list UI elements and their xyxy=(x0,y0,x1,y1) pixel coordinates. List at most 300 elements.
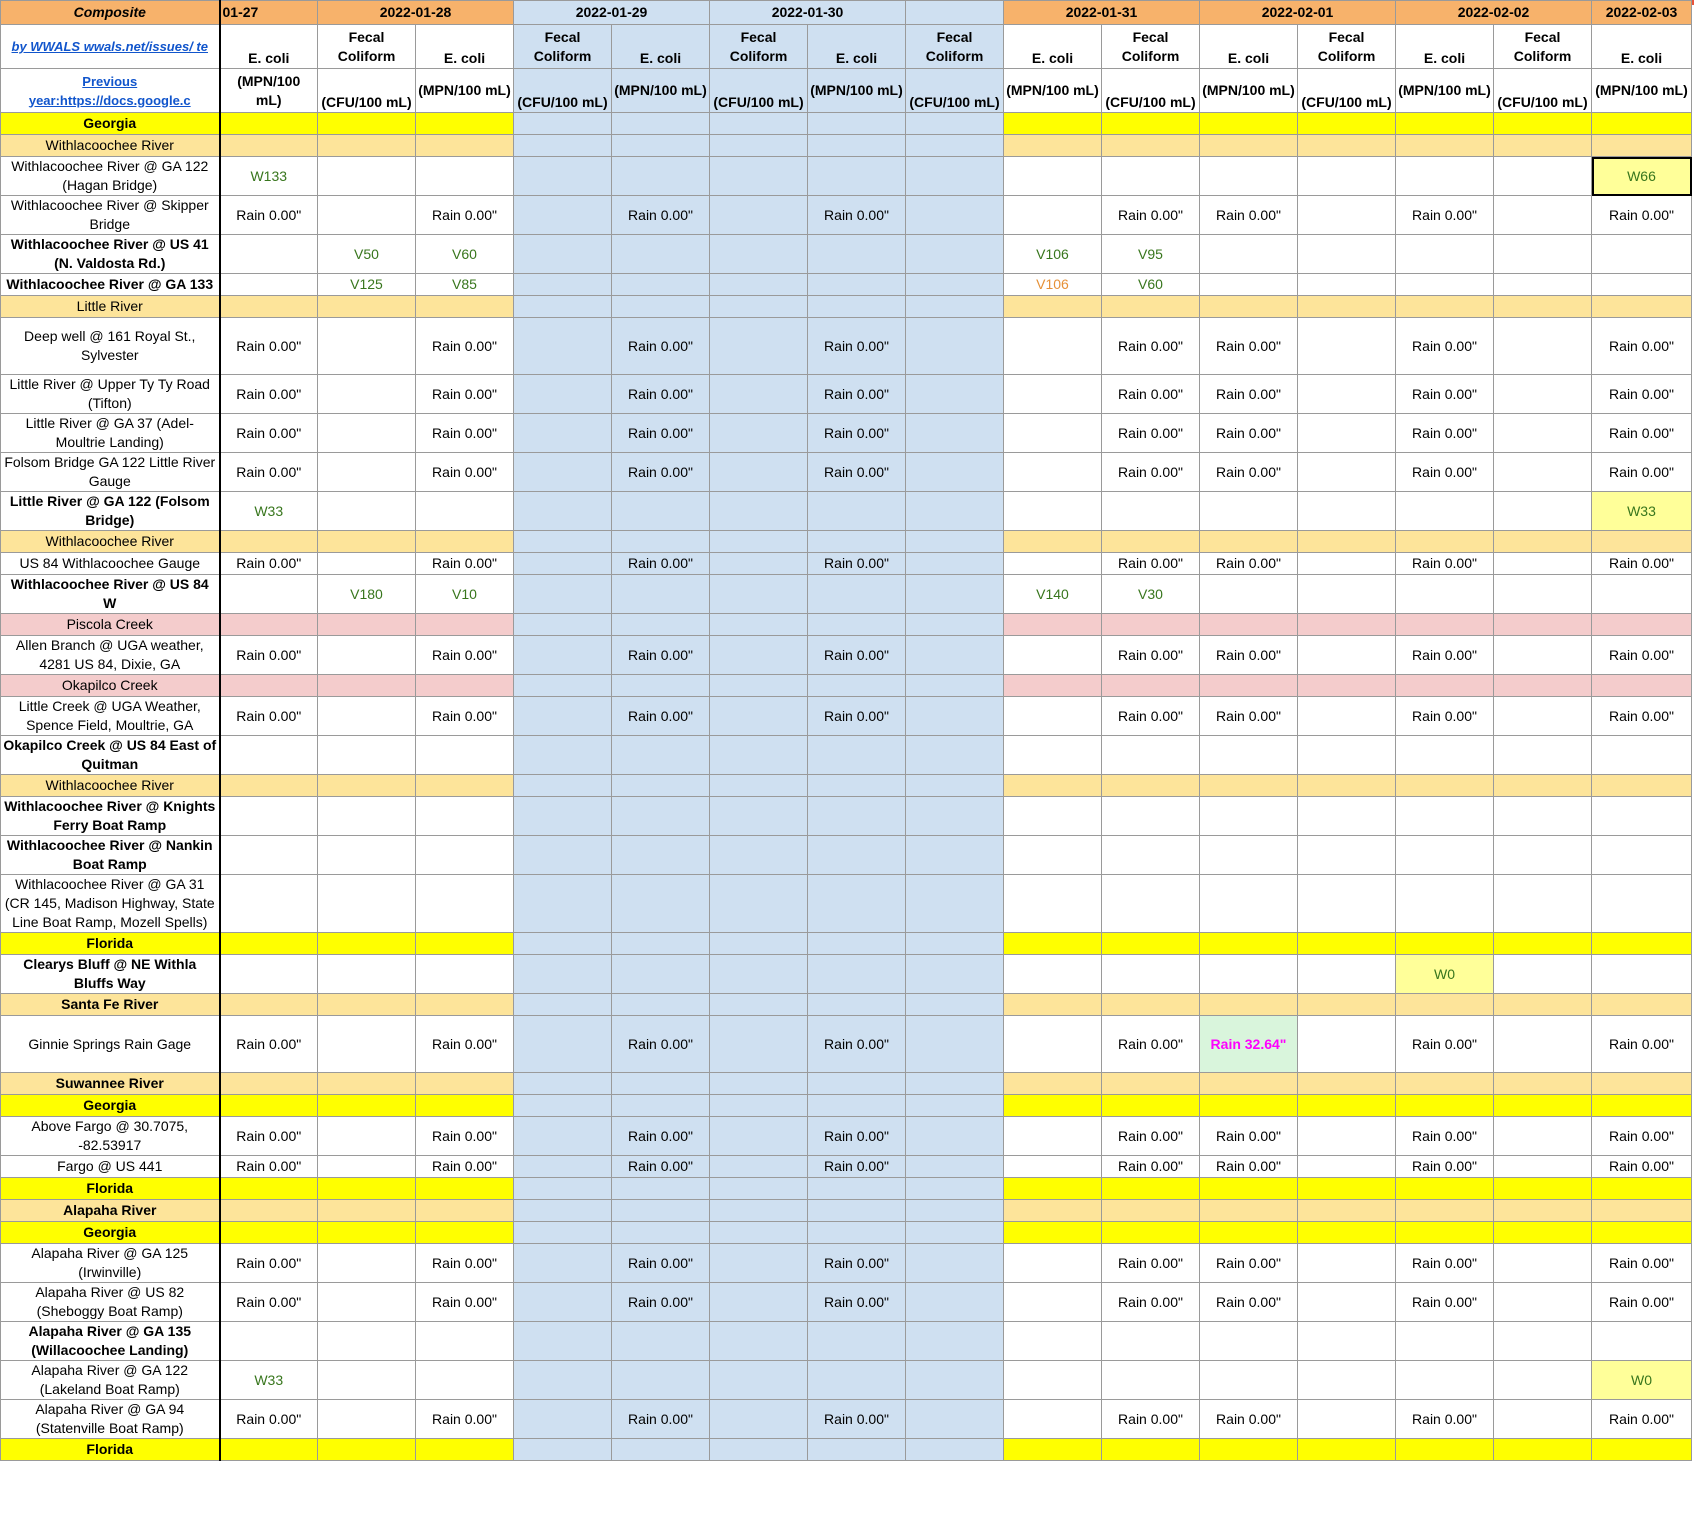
data-cell[interactable]: Rain 0.00" xyxy=(1102,553,1200,575)
data-cell[interactable] xyxy=(1004,375,1102,414)
data-cell[interactable] xyxy=(1494,1400,1592,1439)
data-cell[interactable] xyxy=(1102,157,1200,196)
data-cell[interactable] xyxy=(1494,1200,1592,1222)
data-cell[interactable] xyxy=(1494,1222,1592,1244)
data-cell[interactable] xyxy=(220,296,318,318)
unit-header-cell[interactable]: (MPN/100 mL) xyxy=(1396,69,1494,113)
parameter-header-cell[interactable]: Fecal Coliform xyxy=(1298,25,1396,69)
data-cell[interactable] xyxy=(710,614,808,636)
unit-header-cell[interactable]: (MPN/100 mL) xyxy=(1004,69,1102,113)
data-cell[interactable] xyxy=(514,453,612,492)
data-cell[interactable] xyxy=(1102,1222,1200,1244)
data-cell[interactable] xyxy=(318,553,416,575)
data-cell[interactable]: Rain 0.00" xyxy=(220,1283,318,1322)
data-cell[interactable]: Rain 0.00" xyxy=(1200,636,1298,675)
data-cell[interactable] xyxy=(808,157,906,196)
data-cell[interactable] xyxy=(220,1322,318,1361)
data-cell[interactable] xyxy=(1004,135,1102,157)
region-label-cell[interactable]: Georgia xyxy=(1,113,220,135)
data-cell[interactable] xyxy=(1592,1222,1692,1244)
data-cell[interactable] xyxy=(808,492,906,531)
data-cell[interactable] xyxy=(318,1178,416,1200)
data-cell[interactable] xyxy=(1592,675,1692,697)
data-cell[interactable]: Rain 0.00" xyxy=(1396,1244,1494,1283)
data-cell[interactable] xyxy=(1004,414,1102,453)
data-cell[interactable] xyxy=(1494,1117,1592,1156)
data-cell[interactable]: V106 xyxy=(1004,235,1102,274)
data-cell[interactable] xyxy=(1102,296,1200,318)
data-cell[interactable] xyxy=(1298,1073,1396,1095)
data-cell[interactable]: Rain 0.00" xyxy=(220,1400,318,1439)
data-cell[interactable] xyxy=(220,955,318,994)
data-cell[interactable]: Rain 0.00" xyxy=(612,453,710,492)
data-cell[interactable] xyxy=(710,1283,808,1322)
data-cell[interactable]: Rain 0.00" xyxy=(612,375,710,414)
data-cell[interactable] xyxy=(710,235,808,274)
data-cell[interactable] xyxy=(1004,1178,1102,1200)
data-cell[interactable] xyxy=(1102,113,1200,135)
data-cell[interactable] xyxy=(220,836,318,875)
data-cell[interactable] xyxy=(710,1361,808,1400)
data-cell[interactable]: Rain 0.00" xyxy=(1200,453,1298,492)
data-cell[interactable] xyxy=(1396,875,1494,933)
data-cell[interactable]: Rain 0.00" xyxy=(1396,414,1494,453)
data-cell[interactable] xyxy=(1004,1322,1102,1361)
data-cell[interactable] xyxy=(906,318,1004,375)
data-cell[interactable]: Rain 0.00" xyxy=(808,196,906,235)
data-cell[interactable] xyxy=(318,875,416,933)
data-cell[interactable]: Rain 0.00" xyxy=(612,1400,710,1439)
data-cell[interactable] xyxy=(1592,955,1692,994)
data-cell[interactable] xyxy=(1004,697,1102,736)
data-cell[interactable] xyxy=(1592,994,1692,1016)
data-cell[interactable]: V106 xyxy=(1004,274,1102,296)
data-cell[interactable] xyxy=(710,135,808,157)
data-cell[interactable] xyxy=(416,135,514,157)
data-cell[interactable] xyxy=(1200,994,1298,1016)
data-cell[interactable] xyxy=(1396,994,1494,1016)
data-cell[interactable] xyxy=(1298,775,1396,797)
data-cell[interactable]: Rain 0.00" xyxy=(1200,1117,1298,1156)
data-cell[interactable] xyxy=(612,1439,710,1461)
wwals-issues-link[interactable]: by WWALS wwals.net/issues/ te xyxy=(1,25,220,69)
data-cell[interactable] xyxy=(1298,1439,1396,1461)
data-cell[interactable] xyxy=(808,296,906,318)
data-cell[interactable] xyxy=(1004,875,1102,933)
data-cell[interactable]: Rain 0.00" xyxy=(1592,453,1692,492)
data-cell[interactable] xyxy=(1494,875,1592,933)
data-cell[interactable] xyxy=(514,1156,612,1178)
data-cell[interactable] xyxy=(1396,1095,1494,1117)
data-cell[interactable] xyxy=(612,296,710,318)
data-cell[interactable] xyxy=(1298,1016,1396,1073)
data-cell[interactable] xyxy=(1494,1283,1592,1322)
data-cell[interactable] xyxy=(514,492,612,531)
data-cell[interactable]: Rain 0.00" xyxy=(1200,318,1298,375)
data-cell[interactable] xyxy=(1102,1361,1200,1400)
data-cell[interactable] xyxy=(1494,614,1592,636)
data-cell[interactable] xyxy=(808,235,906,274)
data-cell[interactable] xyxy=(710,1322,808,1361)
data-cell[interactable] xyxy=(906,933,1004,955)
data-cell[interactable] xyxy=(514,875,612,933)
data-cell[interactable]: Rain 0.00" xyxy=(808,1283,906,1322)
data-cell[interactable] xyxy=(514,274,612,296)
data-cell[interactable] xyxy=(514,933,612,955)
data-cell[interactable] xyxy=(612,1222,710,1244)
data-cell[interactable]: V60 xyxy=(1102,274,1200,296)
parameter-header-cell[interactable]: Fecal Coliform xyxy=(318,25,416,69)
data-cell[interactable]: V125 xyxy=(318,274,416,296)
date-header-cell[interactable]: 01-27 xyxy=(220,1,318,25)
data-cell[interactable] xyxy=(318,492,416,531)
parameter-header-cell[interactable]: Fecal Coliform xyxy=(1102,25,1200,69)
data-cell[interactable]: Rain 0.00" xyxy=(416,1016,514,1073)
data-cell[interactable] xyxy=(416,1361,514,1400)
data-cell[interactable] xyxy=(1298,736,1396,775)
data-cell[interactable]: V140 xyxy=(1004,575,1102,614)
data-cell[interactable] xyxy=(1298,375,1396,414)
data-cell[interactable] xyxy=(514,575,612,614)
data-cell[interactable] xyxy=(906,453,1004,492)
data-cell[interactable] xyxy=(318,414,416,453)
data-cell[interactable] xyxy=(1200,1361,1298,1400)
data-cell[interactable]: Rain 0.00" xyxy=(1102,1117,1200,1156)
data-cell[interactable] xyxy=(220,135,318,157)
data-cell[interactable]: V95 xyxy=(1102,235,1200,274)
data-cell[interactable] xyxy=(612,775,710,797)
date-header-cell[interactable]: 2022-02-02 xyxy=(1396,1,1592,25)
data-cell[interactable] xyxy=(906,1244,1004,1283)
data-cell[interactable] xyxy=(1396,296,1494,318)
data-cell[interactable] xyxy=(1004,1361,1102,1400)
data-cell[interactable] xyxy=(612,113,710,135)
data-cell[interactable]: Rain 0.00" xyxy=(1102,697,1200,736)
data-cell[interactable] xyxy=(1298,1322,1396,1361)
data-cell[interactable] xyxy=(220,575,318,614)
data-cell[interactable] xyxy=(906,775,1004,797)
site-name-cell[interactable]: Little River @ GA 122 (Folsom Bridge) xyxy=(1,492,220,531)
data-cell[interactable] xyxy=(710,414,808,453)
data-cell[interactable] xyxy=(1004,994,1102,1016)
data-cell[interactable] xyxy=(220,797,318,836)
data-cell[interactable] xyxy=(1004,1244,1102,1283)
data-cell[interactable]: Rain 0.00" xyxy=(1592,1117,1692,1156)
data-cell[interactable] xyxy=(1200,1095,1298,1117)
data-cell[interactable]: Rain 0.00" xyxy=(1592,1244,1692,1283)
data-cell[interactable] xyxy=(514,1073,612,1095)
data-cell[interactable] xyxy=(1396,933,1494,955)
data-cell[interactable] xyxy=(1004,1016,1102,1073)
data-cell[interactable] xyxy=(612,492,710,531)
data-cell[interactable]: Rain 0.00" xyxy=(1102,414,1200,453)
data-cell[interactable] xyxy=(416,836,514,875)
data-cell[interactable] xyxy=(1592,575,1692,614)
data-cell[interactable] xyxy=(906,1156,1004,1178)
data-cell[interactable] xyxy=(710,492,808,531)
data-cell[interactable] xyxy=(318,736,416,775)
data-cell[interactable] xyxy=(514,1283,612,1322)
data-cell[interactable] xyxy=(1298,1095,1396,1117)
data-cell[interactable] xyxy=(416,492,514,531)
site-name-cell[interactable]: Ginnie Springs Rain Gage xyxy=(1,1016,220,1073)
data-cell[interactable] xyxy=(514,113,612,135)
data-cell[interactable] xyxy=(808,614,906,636)
data-cell[interactable] xyxy=(1396,1200,1494,1222)
data-cell[interactable]: Rain 0.00" xyxy=(416,1244,514,1283)
data-cell[interactable] xyxy=(1298,1117,1396,1156)
data-cell[interactable] xyxy=(1396,531,1494,553)
data-cell[interactable] xyxy=(1592,531,1692,553)
data-cell[interactable]: Rain 0.00" xyxy=(1592,318,1692,375)
site-name-cell[interactable]: Withlacoochee River @ US 84 W xyxy=(1,575,220,614)
data-cell[interactable] xyxy=(612,675,710,697)
data-cell[interactable]: Rain 0.00" xyxy=(220,697,318,736)
data-cell[interactable] xyxy=(612,274,710,296)
data-cell[interactable] xyxy=(906,1095,1004,1117)
data-cell[interactable] xyxy=(220,736,318,775)
data-cell[interactable] xyxy=(220,1073,318,1095)
data-cell[interactable] xyxy=(220,274,318,296)
data-cell[interactable] xyxy=(514,1244,612,1283)
data-cell[interactable] xyxy=(318,1400,416,1439)
data-cell[interactable] xyxy=(318,1244,416,1283)
data-cell[interactable] xyxy=(906,414,1004,453)
data-cell[interactable] xyxy=(1494,135,1592,157)
data-cell[interactable] xyxy=(906,1117,1004,1156)
data-cell[interactable] xyxy=(318,775,416,797)
data-cell[interactable]: Rain 0.00" xyxy=(612,553,710,575)
data-cell[interactable] xyxy=(1494,675,1592,697)
data-cell[interactable]: Rain 0.00" xyxy=(416,697,514,736)
data-cell[interactable] xyxy=(1298,135,1396,157)
data-cell[interactable] xyxy=(1004,157,1102,196)
data-cell[interactable]: Rain 0.00" xyxy=(416,553,514,575)
data-cell[interactable] xyxy=(1592,1200,1692,1222)
data-cell[interactable] xyxy=(514,135,612,157)
data-cell[interactable] xyxy=(710,933,808,955)
data-cell[interactable] xyxy=(1004,933,1102,955)
data-cell[interactable] xyxy=(1494,933,1592,955)
data-cell[interactable]: Rain 0.00" xyxy=(1396,1400,1494,1439)
data-cell[interactable] xyxy=(220,1095,318,1117)
data-cell[interactable]: Rain 0.00" xyxy=(1102,196,1200,235)
data-cell[interactable] xyxy=(1004,296,1102,318)
data-cell[interactable] xyxy=(612,235,710,274)
data-cell[interactable] xyxy=(612,875,710,933)
data-cell[interactable] xyxy=(906,675,1004,697)
data-cell[interactable]: W33 xyxy=(220,1361,318,1400)
data-cell[interactable] xyxy=(710,875,808,933)
data-cell[interactable] xyxy=(514,1400,612,1439)
data-cell[interactable] xyxy=(1298,614,1396,636)
data-cell[interactable] xyxy=(1494,235,1592,274)
data-cell[interactable]: Rain 0.00" xyxy=(220,1156,318,1178)
data-cell[interactable] xyxy=(1494,196,1592,235)
data-cell[interactable] xyxy=(1494,836,1592,875)
parameter-header-cell[interactable]: E. coli xyxy=(416,25,514,69)
data-cell[interactable] xyxy=(1494,636,1592,675)
data-cell[interactable] xyxy=(318,797,416,836)
data-cell[interactable]: Rain 0.00" xyxy=(612,1016,710,1073)
data-cell[interactable]: Rain 0.00" xyxy=(1102,1283,1200,1322)
data-cell[interactable] xyxy=(514,318,612,375)
site-name-cell[interactable]: US 84 Withlacoochee Gauge xyxy=(1,553,220,575)
data-cell[interactable]: Rain 0.00" xyxy=(1592,196,1692,235)
data-cell[interactable] xyxy=(514,414,612,453)
site-name-cell[interactable]: Alapaha River @ GA 122 (Lakeland Boat Ramp) xyxy=(1,1361,220,1400)
parameter-header-cell[interactable]: E. coli xyxy=(1396,25,1494,69)
site-name-cell[interactable]: Withlacoochee River @ Skipper Bridge xyxy=(1,196,220,235)
data-cell[interactable]: Rain 0.00" xyxy=(808,1117,906,1156)
data-cell[interactable] xyxy=(1298,875,1396,933)
data-cell[interactable] xyxy=(808,836,906,875)
data-cell[interactable] xyxy=(1200,274,1298,296)
data-cell[interactable] xyxy=(416,1095,514,1117)
data-cell[interactable] xyxy=(906,196,1004,235)
data-cell[interactable] xyxy=(1396,113,1494,135)
data-cell[interactable]: Rain 0.00" xyxy=(220,553,318,575)
data-cell[interactable] xyxy=(1102,955,1200,994)
data-cell[interactable] xyxy=(416,296,514,318)
site-name-cell[interactable]: Deep well @ 161 Royal St., Sylvester xyxy=(1,318,220,375)
data-cell[interactable] xyxy=(1494,797,1592,836)
data-cell[interactable] xyxy=(710,1222,808,1244)
data-cell[interactable] xyxy=(808,736,906,775)
data-cell[interactable] xyxy=(1200,614,1298,636)
data-cell[interactable] xyxy=(1396,797,1494,836)
data-cell[interactable] xyxy=(1200,1178,1298,1200)
data-cell[interactable] xyxy=(1494,157,1592,196)
data-cell[interactable] xyxy=(710,375,808,414)
data-cell[interactable] xyxy=(1298,414,1396,453)
data-cell[interactable] xyxy=(808,135,906,157)
data-cell[interactable] xyxy=(710,1117,808,1156)
data-cell[interactable]: Rain 0.00" xyxy=(1102,1156,1200,1178)
data-cell[interactable] xyxy=(906,836,1004,875)
data-cell[interactable] xyxy=(1592,614,1692,636)
data-cell[interactable] xyxy=(220,994,318,1016)
data-cell[interactable]: Rain 0.00" xyxy=(220,1016,318,1073)
data-cell[interactable]: Rain 0.00" xyxy=(1396,1117,1494,1156)
data-cell[interactable] xyxy=(514,1361,612,1400)
data-cell[interactable] xyxy=(1298,553,1396,575)
unit-header-cell[interactable]: (CFU/100 mL) xyxy=(514,69,612,113)
data-cell[interactable] xyxy=(1004,614,1102,636)
site-name-cell[interactable]: Withlacoochee River @ Knights Ferry Boat Ramp xyxy=(1,797,220,836)
data-cell[interactable] xyxy=(1004,636,1102,675)
data-cell[interactable] xyxy=(1200,836,1298,875)
data-cell[interactable] xyxy=(1102,1073,1200,1095)
data-cell[interactable] xyxy=(1494,453,1592,492)
data-cell[interactable]: Rain 0.00" xyxy=(1102,1400,1200,1439)
data-cell[interactable] xyxy=(1200,875,1298,933)
data-cell[interactable] xyxy=(906,113,1004,135)
data-cell[interactable]: Rain 0.00" xyxy=(220,636,318,675)
data-cell[interactable] xyxy=(416,933,514,955)
data-cell[interactable] xyxy=(1298,1244,1396,1283)
data-cell[interactable]: Rain 0.00" xyxy=(1102,453,1200,492)
data-cell[interactable] xyxy=(1298,531,1396,553)
data-cell[interactable] xyxy=(710,697,808,736)
data-cell[interactable]: Rain 0.00" xyxy=(612,196,710,235)
data-cell[interactable] xyxy=(906,636,1004,675)
region-label-cell[interactable]: Florida xyxy=(1,1178,220,1200)
data-cell[interactable] xyxy=(416,675,514,697)
data-cell[interactable]: Rain 0.00" xyxy=(808,414,906,453)
data-cell[interactable] xyxy=(1298,575,1396,614)
data-cell[interactable] xyxy=(1200,955,1298,994)
data-cell[interactable]: Rain 0.00" xyxy=(612,1244,710,1283)
unit-header-cell[interactable]: (MPN/100 mL) xyxy=(220,69,318,113)
data-cell[interactable]: Rain 0.00" xyxy=(1200,1156,1298,1178)
data-cell[interactable] xyxy=(710,1439,808,1461)
date-header-cell[interactable]: 2022-01-31 xyxy=(1004,1,1200,25)
data-cell[interactable] xyxy=(710,196,808,235)
site-name-cell[interactable]: Withlacoochee River @ GA 133 xyxy=(1,274,220,296)
data-cell[interactable] xyxy=(1102,492,1200,531)
data-cell[interactable] xyxy=(808,1200,906,1222)
data-cell[interactable] xyxy=(1396,235,1494,274)
data-cell[interactable] xyxy=(1396,274,1494,296)
data-cell[interactable]: Rain 0.00" xyxy=(1396,1016,1494,1073)
data-cell[interactable]: Rain 0.00" xyxy=(220,1244,318,1283)
data-cell[interactable]: Rain 0.00" xyxy=(1592,414,1692,453)
unit-header-cell[interactable]: (CFU/100 mL) xyxy=(318,69,416,113)
data-cell[interactable] xyxy=(416,797,514,836)
data-cell[interactable] xyxy=(1102,531,1200,553)
data-cell[interactable]: V50 xyxy=(318,235,416,274)
data-cell[interactable] xyxy=(1396,1439,1494,1461)
data-cell[interactable] xyxy=(1102,675,1200,697)
river-label-cell[interactable]: Little River xyxy=(1,296,220,318)
data-cell[interactable] xyxy=(514,531,612,553)
data-cell[interactable] xyxy=(1200,492,1298,531)
data-cell[interactable] xyxy=(612,955,710,994)
data-cell[interactable]: Rain 0.00" xyxy=(416,375,514,414)
parameter-header-cell[interactable]: Fecal Coliform xyxy=(1494,25,1592,69)
data-cell[interactable] xyxy=(1200,1222,1298,1244)
data-cell[interactable] xyxy=(1102,736,1200,775)
data-cell[interactable] xyxy=(514,736,612,775)
data-cell[interactable] xyxy=(906,1322,1004,1361)
data-cell[interactable] xyxy=(1494,318,1592,375)
data-cell[interactable] xyxy=(1396,1361,1494,1400)
data-cell[interactable] xyxy=(906,575,1004,614)
data-cell[interactable] xyxy=(710,1400,808,1439)
data-cell[interactable] xyxy=(1592,274,1692,296)
data-cell[interactable] xyxy=(906,1361,1004,1400)
data-cell[interactable] xyxy=(906,1283,1004,1322)
site-name-cell[interactable]: Okapilco Creek @ US 84 East of Quitman xyxy=(1,736,220,775)
parameter-header-cell[interactable]: E. coli xyxy=(1200,25,1298,69)
data-cell[interactable] xyxy=(318,1156,416,1178)
parameter-header-cell[interactable]: Fecal Coliform xyxy=(514,25,612,69)
data-cell[interactable] xyxy=(710,636,808,675)
data-cell[interactable]: Rain 0.00" xyxy=(416,1283,514,1322)
data-cell[interactable] xyxy=(1298,636,1396,675)
data-cell[interactable]: Rain 0.00" xyxy=(1200,697,1298,736)
data-cell[interactable] xyxy=(1396,1222,1494,1244)
data-cell[interactable] xyxy=(1298,1400,1396,1439)
previous-year-link[interactable]: Previous year:https://docs.google.c xyxy=(1,69,220,113)
data-cell[interactable] xyxy=(1494,736,1592,775)
data-cell[interactable] xyxy=(514,1095,612,1117)
site-name-cell[interactable]: Withlacoochee River @ Nankin Boat Ramp xyxy=(1,836,220,875)
site-name-cell[interactable]: Folsom Bridge GA 122 Little River Gauge xyxy=(1,453,220,492)
data-cell[interactable]: Rain 0.00" xyxy=(1200,1283,1298,1322)
data-cell[interactable] xyxy=(318,1439,416,1461)
